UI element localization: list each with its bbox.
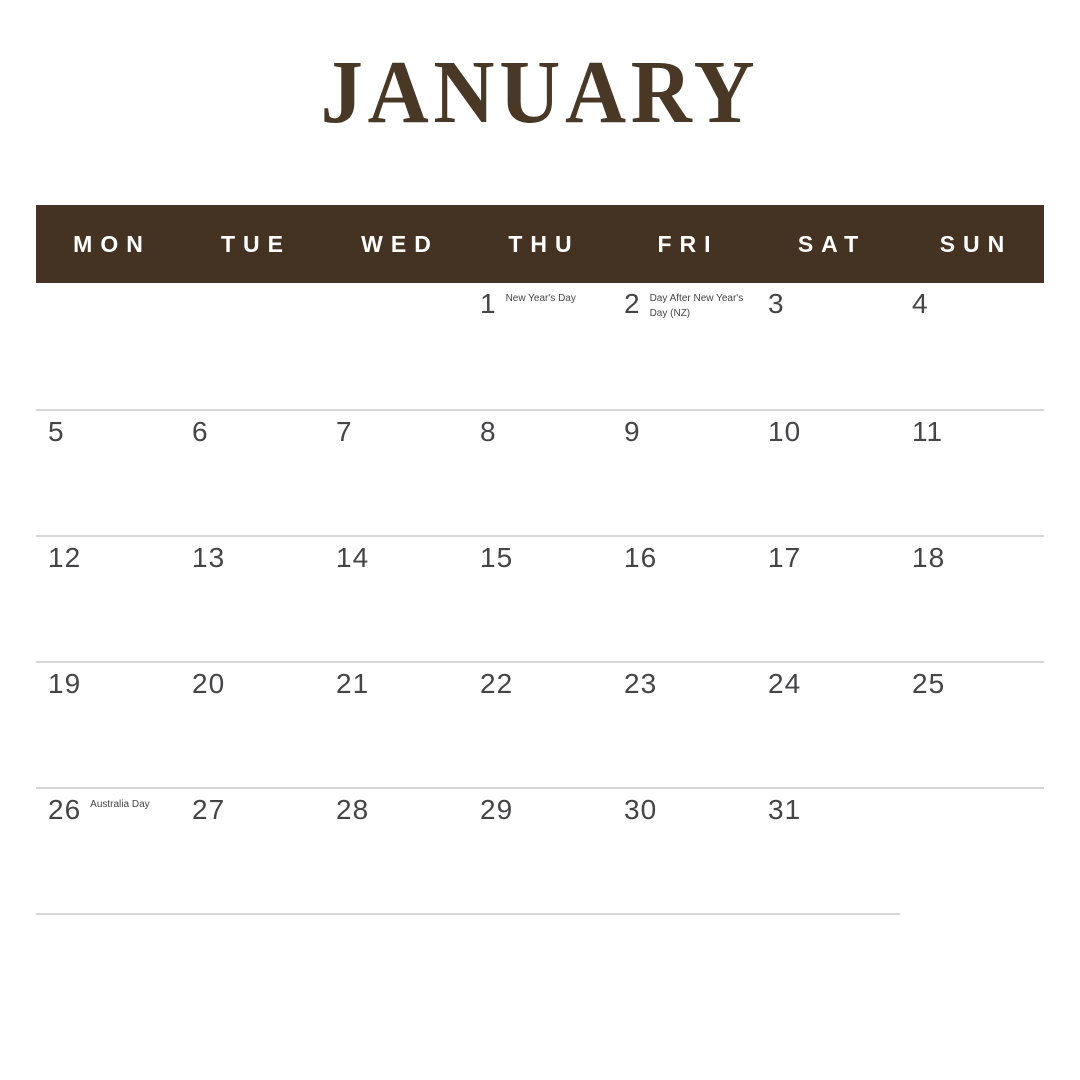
day-cell xyxy=(36,283,180,409)
day-cell xyxy=(324,283,468,409)
day-number: 7 xyxy=(336,416,353,447)
day-cell xyxy=(468,283,612,409)
day-number: 23 xyxy=(624,668,658,699)
day-cell xyxy=(180,789,324,913)
weekday-tue: TUE xyxy=(221,230,291,257)
day-cell xyxy=(756,537,900,661)
day-cell xyxy=(180,283,324,409)
weekday-sat: SAT xyxy=(797,230,867,257)
day-number: 1 xyxy=(480,288,497,319)
weekday-fri: FRI xyxy=(657,230,719,257)
week-row-5 xyxy=(36,787,1044,913)
day-number: 6 xyxy=(192,416,209,447)
day-cell xyxy=(468,411,612,535)
day-cell xyxy=(756,283,900,409)
day-cell xyxy=(36,537,180,661)
day-cell xyxy=(612,411,756,535)
day-cell xyxy=(324,411,468,535)
day-cell xyxy=(324,663,468,787)
day-cell xyxy=(900,283,1044,409)
day-cell xyxy=(612,663,756,787)
day-cell xyxy=(36,663,180,787)
day-number: 22 xyxy=(480,668,514,699)
day-number: 13 xyxy=(192,542,226,573)
day-cell xyxy=(468,537,612,661)
day-number: 9 xyxy=(624,416,641,447)
week-row-1 xyxy=(36,283,1044,409)
day-number: 25 xyxy=(912,668,946,699)
day-number: 5 xyxy=(48,416,65,447)
day-number: 2 xyxy=(624,288,641,319)
day-number: 16 xyxy=(624,542,658,573)
day-number: 11 xyxy=(912,416,944,447)
day-number: 3 xyxy=(768,288,785,319)
day-cell xyxy=(180,663,324,787)
day-number: 4 xyxy=(912,288,929,319)
day-number: 8 xyxy=(480,416,497,447)
day-cell xyxy=(324,789,468,913)
week-row-2 xyxy=(36,409,1044,535)
day-number: 30 xyxy=(624,794,658,825)
holiday-label: Australia Day xyxy=(90,799,150,810)
day-number: 29 xyxy=(480,794,514,825)
day-cell xyxy=(612,537,756,661)
day-cell xyxy=(756,411,900,535)
day-number: 21 xyxy=(336,668,370,699)
week-row-4 xyxy=(36,661,1044,787)
day-cell xyxy=(468,663,612,787)
day-number: 14 xyxy=(336,542,370,573)
month-title: JANUARY xyxy=(320,43,760,142)
day-number: 20 xyxy=(192,668,226,699)
day-number: 27 xyxy=(192,794,226,825)
day-number: 15 xyxy=(480,542,514,573)
day-cell xyxy=(36,411,180,535)
day-cell xyxy=(324,537,468,661)
week-row-3 xyxy=(36,535,1044,661)
day-number: 17 xyxy=(768,542,802,573)
day-cell xyxy=(612,283,756,409)
weekday-wed: WED xyxy=(361,230,439,257)
day-number: 12 xyxy=(48,542,82,573)
day-number: 28 xyxy=(336,794,370,825)
day-cell xyxy=(468,789,612,913)
day-number: 31 xyxy=(768,794,802,825)
weekday-thu: THU xyxy=(508,230,580,257)
day-cell xyxy=(756,789,900,913)
day-number: 10 xyxy=(768,416,802,447)
day-cell xyxy=(36,789,180,913)
day-number: 18 xyxy=(912,542,946,573)
weekday-sun: SUN xyxy=(939,230,1013,257)
day-cell xyxy=(900,411,1044,535)
day-cell xyxy=(756,663,900,787)
calendar-grid xyxy=(36,283,1044,913)
day-number: 24 xyxy=(768,668,802,699)
day-cell xyxy=(900,789,1044,913)
day-cell xyxy=(180,411,324,535)
day-cell xyxy=(612,789,756,913)
weekday-mon: MON xyxy=(73,230,151,257)
day-number: 19 xyxy=(48,668,82,699)
grid-bottom-line xyxy=(36,913,900,915)
holiday-label: New Year's Day xyxy=(505,293,576,304)
day-cell xyxy=(900,537,1044,661)
holiday-label: Day After New Year's Day (NZ) xyxy=(649,293,744,319)
weekday-header-bar xyxy=(36,205,1044,283)
day-cell xyxy=(900,663,1044,787)
day-number: 26 xyxy=(48,794,82,825)
day-cell xyxy=(180,537,324,661)
